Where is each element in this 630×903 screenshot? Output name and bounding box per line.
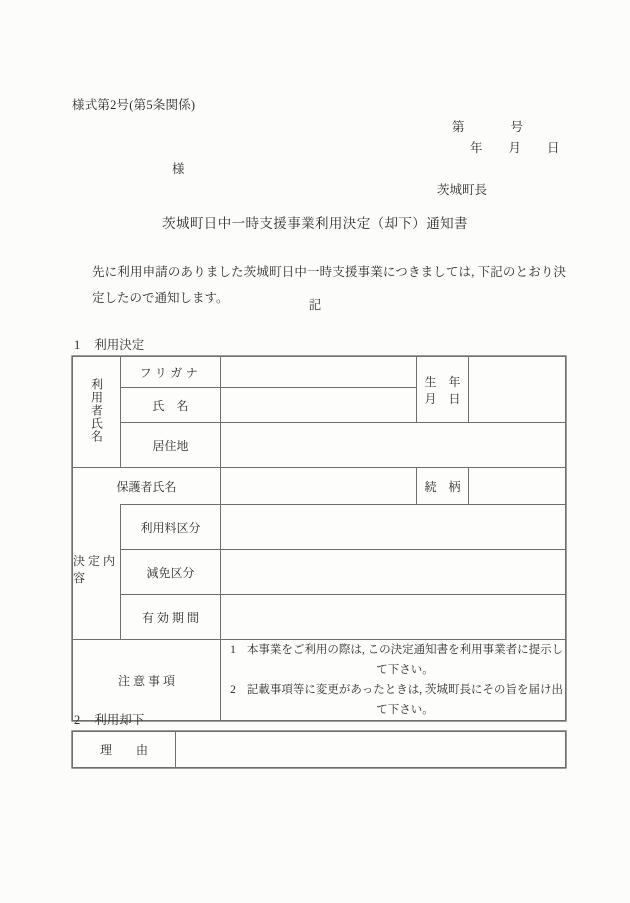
- furigana-value-cell[interactable]: [221, 357, 417, 388]
- reason-label: 理 由: [99, 743, 148, 757]
- valid-period-label: 有 効 期 間: [141, 610, 199, 625]
- note-item: [221, 640, 565, 680]
- reduction-category-label-cell: [121, 550, 221, 595]
- page-title: 茨城町日中一時支援事業利用決定（却下）通知書: [162, 216, 468, 231]
- body-paragraph-text: 先に利用申請のありました茨城町日中一時支援事業につきましては, 下記のとおり決定したので通知します。: [92, 265, 566, 305]
- kiji-marker: 記: [308, 298, 322, 312]
- note-item: [221, 680, 565, 720]
- reduction-category-label: 減免区分: [146, 565, 195, 580]
- note-number: 1: [230, 644, 236, 656]
- reduction-category-value-cell[interactable]: [221, 550, 566, 595]
- furigana-label-cell: [121, 357, 221, 388]
- guardian-value-cell[interactable]: [221, 468, 417, 505]
- note-number: 2: [230, 684, 236, 696]
- decision-content-label: 決 定 内 容: [73, 554, 116, 585]
- fee-category-label-cell: [121, 505, 221, 550]
- birth-date-value-cell[interactable]: [469, 357, 566, 423]
- form-code: 様式第2号(第5条関係): [72, 98, 196, 112]
- decision-table: [72, 356, 566, 721]
- name-label-cell: [121, 388, 221, 423]
- table-row: [73, 595, 566, 640]
- date-year-label: 年: [470, 141, 483, 155]
- notes-content-cell: [221, 640, 566, 721]
- table-row: [73, 732, 566, 768]
- table-row: [73, 505, 566, 550]
- note-text: 本事業をご利用の際は, この決定通知書を利用事業者に提示して下さい。: [246, 644, 564, 676]
- fee-category-label: 利用料区分: [140, 520, 201, 535]
- furigana-label: フリガナ: [139, 365, 202, 380]
- document-date-line: [470, 138, 560, 156]
- reason-label-cell: [73, 732, 176, 768]
- date-month-label: 月: [508, 141, 522, 155]
- name-label: 氏 名: [152, 398, 189, 413]
- relation-label: 続 柄: [424, 479, 461, 494]
- user-name-label: 利用者氏名: [89, 377, 104, 443]
- document-number-unit: 号: [510, 120, 524, 134]
- section-label: 利用決定: [94, 338, 145, 352]
- table-row: [73, 550, 566, 595]
- note-text: 記載事項等に変更があったときは, 茨城町長にその旨を届け出て下さい。: [246, 684, 564, 716]
- guardian-label-cell: [73, 468, 221, 505]
- notes-label-cell: [73, 640, 221, 721]
- valid-period-label-cell: [121, 595, 221, 640]
- relation-value-cell[interactable]: [469, 468, 566, 505]
- decision-content-label-cell: [73, 503, 120, 635]
- addressee-honorific: 様: [172, 162, 185, 176]
- guardian-label: 保護者氏名: [116, 479, 177, 494]
- notes-label: 注 意 事 項: [117, 673, 175, 688]
- birth-date-label-line1: 生 年: [424, 374, 461, 389]
- section-number: 2: [74, 713, 81, 727]
- section-heading-rejection: [74, 710, 144, 728]
- date-day-label: 日: [547, 141, 560, 155]
- residence-label: 居住地: [152, 438, 189, 453]
- table-row: [73, 357, 566, 388]
- birth-date-label-cell: [417, 357, 469, 423]
- valid-period-value-cell[interactable]: [221, 595, 566, 640]
- issuer-name: 茨城町長: [437, 183, 488, 197]
- residence-label-cell: [121, 423, 221, 468]
- document-number-line: [452, 117, 523, 135]
- rejection-table: [72, 731, 566, 768]
- table-row: [73, 468, 566, 505]
- section-number: 1: [74, 338, 81, 352]
- relation-label-cell: [417, 468, 469, 505]
- table-row: [73, 423, 566, 468]
- birth-date-label-line2: 月 日: [424, 391, 461, 406]
- residence-value-cell[interactable]: [221, 423, 566, 468]
- user-name-label-cell: [73, 357, 121, 468]
- fee-category-value-cell[interactable]: [221, 505, 566, 550]
- name-value-cell[interactable]: [221, 388, 417, 423]
- section-label: 利用却下: [94, 713, 145, 727]
- document-number-label: 第: [452, 120, 465, 134]
- section-heading-decision: [74, 335, 144, 353]
- table-row: [73, 640, 566, 721]
- reason-value-cell[interactable]: [176, 732, 566, 768]
